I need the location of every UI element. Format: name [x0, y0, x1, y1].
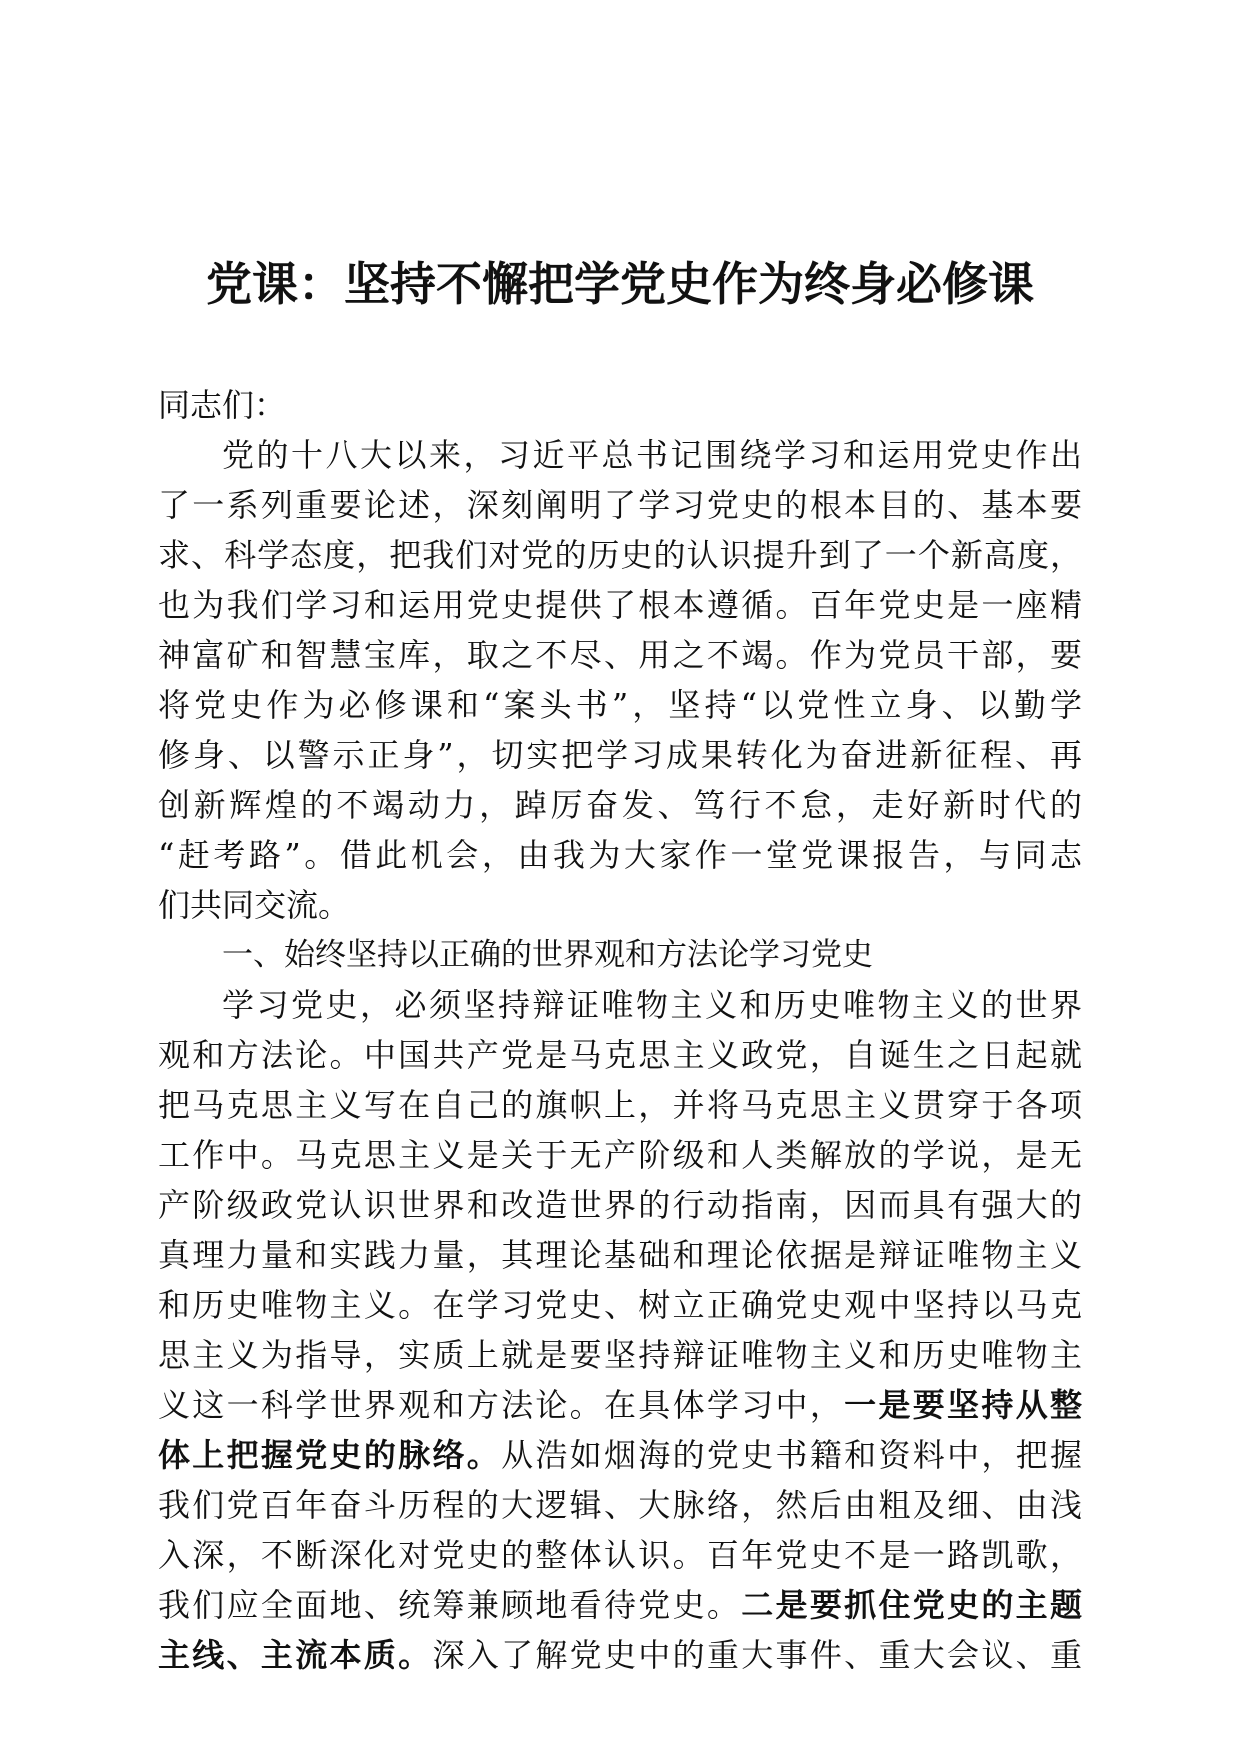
line-text: 深入了解党史中的重大事件、重大会议、重 [432, 1636, 1082, 1674]
paragraph-line: 创新辉煌的不竭动力，踔厉奋发、笃行不怠，走好新时代的 [158, 786, 1082, 824]
paragraph-line: 思主义为指导，实质上就是要坚持辩证唯物主义和历史唯物主 [158, 1336, 1082, 1374]
paragraph-line: 把马克思主义写在自己的旗帜上，并将马克思主义贯穿于各项 [158, 1086, 1082, 1124]
paragraph-line: 神富矿和智慧宝库，取之不尽、用之不竭。作为党员干部，要 [158, 636, 1082, 674]
paragraph-line: 工作中。马克思主义是关于无产阶级和人类解放的学说，是无 [158, 1136, 1082, 1174]
section-heading: 一、始终坚持以正确的世界观和方法论学习党史 [222, 937, 873, 973]
bold-key-point: 二是要抓住党史的主题 [741, 1586, 1082, 1624]
document-body [158, 380, 1082, 1680]
line-text: 义这一科学世界观和方法论。在具体学习中， [158, 1386, 845, 1424]
paragraph-line: 观和方法论。中国共产党是马克思主义政党，自诞生之日起就 [158, 1036, 1082, 1074]
bold-key-point: 一是要坚持从整 [844, 1386, 1082, 1424]
paragraph-line [158, 1430, 1082, 1480]
paragraph-line: 求、科学态度，把我们对党的历史的认识提升到了一个新高度， [158, 536, 1082, 574]
paragraph-line: 和历史唯物主义。在学习党史、树立正确党史观中坚持以马克 [158, 1286, 1082, 1324]
paragraph-line [158, 1580, 1082, 1630]
paragraph-line: 入深，不断深化对党史的整体认识。百年党史不是一路凯歌， [158, 1536, 1082, 1574]
paragraph-line: 学习党史，必须坚持辩证唯物主义和历史唯物主义的世界 [222, 986, 1082, 1024]
paragraph-line [158, 1380, 1082, 1430]
line-text: 我们应全面地、统筹兼顾地看待党史。 [158, 1586, 742, 1624]
document-title: 党课：坚持不懈把学党史作为终身必修课 [206, 257, 1034, 311]
paragraph-line: 将党史作为必修课和“案头书”，坚持“以党性立身、以勤学 [158, 686, 1082, 724]
line-text: 从浩如烟海的党史书籍和资料中，把握 [501, 1436, 1082, 1474]
paragraph-line: 修身、以警示正身”，切实把学习成果转化为奋进新征程、再 [158, 736, 1082, 774]
bold-key-point: 主线、主流本质。 [158, 1636, 433, 1674]
paragraph-line: “赶考路”。借此机会，由我为大家作一堂党课报告，与同志 [158, 836, 1082, 874]
paragraph-line: 产阶级政党认识世界和改造世界的行动指南，因而具有强大的 [158, 1186, 1082, 1224]
paragraph-line: 真理力量和实践力量，其理论基础和理论依据是辩证唯物主义 [158, 1236, 1082, 1274]
paragraph-line: 也为我们学习和运用党史提供了根本遵循。百年党史是一座精 [158, 586, 1082, 624]
paragraph-line: 党的十八大以来，习近平总书记围绕学习和运用党史作出 [222, 436, 1082, 474]
paragraph-line: 了一系列重要论述，深刻阐明了学习党史的根本目的、基本要 [158, 486, 1082, 524]
salutation: 同志们： [158, 386, 287, 424]
paragraph-line: 们共同交流。 [158, 886, 351, 924]
paragraph-line: 我们党百年奋斗历程的大逻辑、大脉络，然后由粗及细、由浅 [158, 1486, 1082, 1524]
bold-key-point: 体上把握党史的脉络。 [158, 1436, 502, 1474]
paragraph-line [158, 1630, 1082, 1680]
